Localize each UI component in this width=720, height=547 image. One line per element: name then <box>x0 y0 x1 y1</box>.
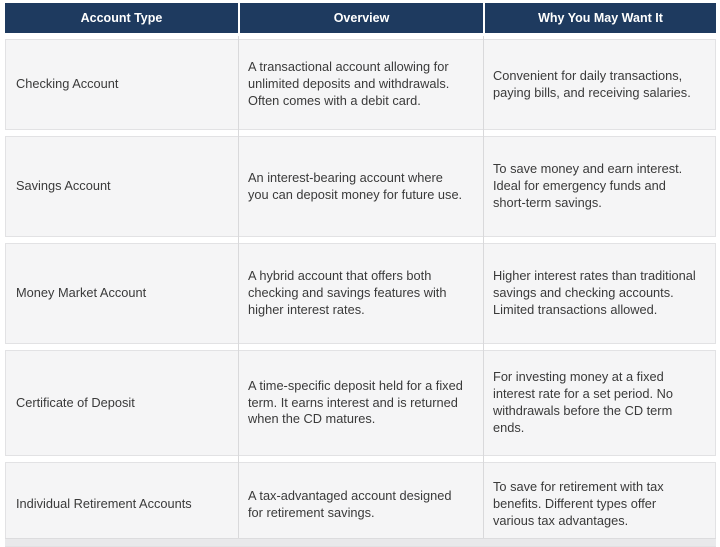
header-cell-overview: Overview <box>238 3 483 33</box>
table-row-checking-account <box>5 39 716 130</box>
cutoff-next-row-strip <box>5 538 716 546</box>
cell-overview: A hybrid account that offers both checking and savings features with higher interest rates. <box>238 244 483 343</box>
cell-account-type: Checking Account <box>5 40 238 129</box>
cell-why: To save for retirement with tax benefits. Different types offer various tax advantages. <box>483 463 716 546</box>
cell-overview: An interest-bearing account where you can deposit money for future use. <box>238 137 483 236</box>
table-row-money-market-account <box>5 243 716 344</box>
table-row-individual-retirement-accounts <box>5 462 716 547</box>
table-header-row <box>5 3 716 33</box>
cell-account-type: Money Market Account <box>5 244 238 343</box>
cell-account-type: Savings Account <box>5 137 238 236</box>
header-cell-why-you-may-want-it: Why You May Want It <box>483 3 716 33</box>
cell-why: To save money and earn interest. Ideal for emergency funds and short-term savings. <box>483 137 716 236</box>
cell-account-type: Certificate of Deposit <box>5 351 238 455</box>
table-row-savings-account <box>5 136 716 237</box>
cell-why: For investing money at a fixed interest rate for a set period. No withdrawals before the CD term ends. <box>483 351 716 455</box>
cell-why: Higher interest rates than traditional savings and checking accounts. Limited transactions allowed. <box>483 244 716 343</box>
comparison-table <box>5 3 716 547</box>
cell-account-type: Individual Retirement Accounts <box>5 463 238 546</box>
column-divider <box>483 36 484 544</box>
cell-overview: A transactional account allowing for unlimited deposits and withdrawals. Often comes with a debit card. <box>238 40 483 129</box>
header-cell-account-type: Account Type <box>80 11 163 25</box>
cell-overview: A tax-advantaged account designed for retirement savings. <box>238 463 483 546</box>
table-row-certificate-of-deposit <box>5 350 716 456</box>
column-divider <box>238 36 239 544</box>
cell-why: Convenient for daily transactions, paying bills, and receiving salaries. <box>483 40 716 129</box>
cell-overview: A time-specific deposit held for a fixed term. It earns interest and is returned when the CD matures. <box>238 351 483 455</box>
